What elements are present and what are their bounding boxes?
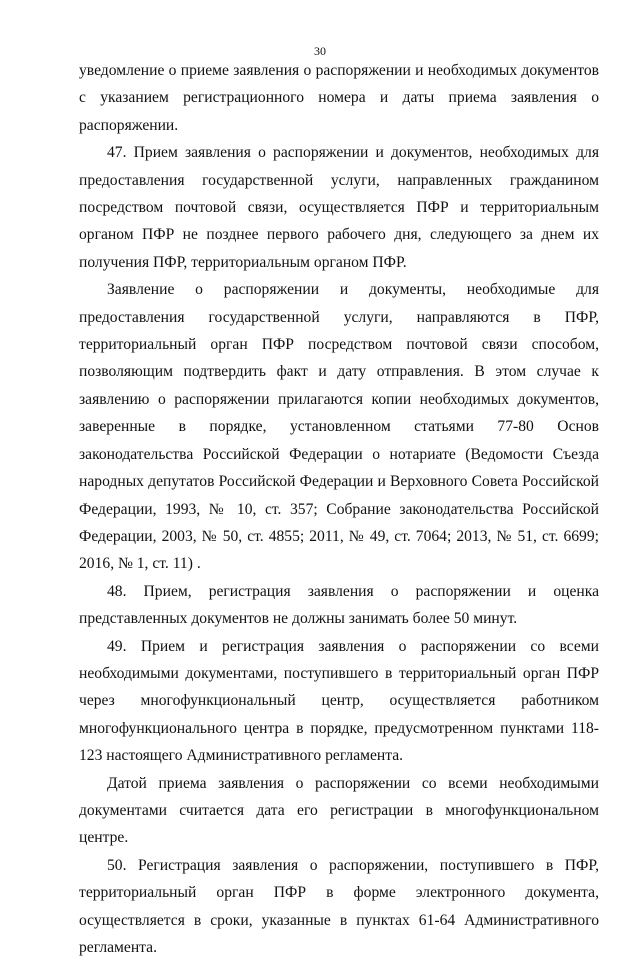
paragraph-50: 50. Регистрация заявления о распоряжении, поступившего в ПФР, территориальный орган ПФР в форме электронного документа, осуществляется в сроки, указанные в пунктах 61-64 Административного регламента. — [79, 856, 599, 956]
paragraph-47-mail: Заявление о распоряжении и документы, необходимые для предоставления государственной услуги, направляются в ПФР, территориальный орган ПФР посредством почтовой связи способом, позволяющим подтвердить факт и дату отправления. В этом случае к заявлению о распоряжении прилагаются копии необходимых документов, заверенные в порядке, установленном статьями 77-80 Основ законодательства Российской Федерации о нотариате (Ведомости Съезда народных депутатов Российской Федерации и Верховного Совета Российской Федерации, 1993, № 10, ст. 357; Собрание законодательства Российской Федерации, 2003, № 50, ст. 4855; 2011, № 49, ст. 7064; 2013, № 51, ст. 6699; 2016, № 1, ст. 11) . — [79, 281, 599, 573]
paragraph-49: 49. Прием и регистрация заявления о распоряжении со всеми необходимыми документами, поступившего в территориальный орган ПФР через многофункциональный центр, осуществляется работником многофункционального центра в порядке, предусмотренном пунктами 118-123 настоящего Административного регламента. — [79, 637, 599, 765]
page-number: 30 — [314, 44, 326, 58]
document-body — [79, 57, 599, 961]
paragraph-48: 48. Прием, регистрация заявления о распоряжении и оценка представленных документов не должны занимать более 50 минут. — [79, 582, 599, 628]
paragraph-49-date: Датой приема заявления о распоряжении со всеми необходимыми документами считается дата его регистрации в многофункциональном центре. — [79, 774, 599, 847]
paragraph-continuation: уведомление о приеме заявления о распоряжении и необходимых документов с указанием регистрационного номера и даты приема заявления о распоряжении. — [79, 62, 599, 134]
paragraph-47: 47. Прием заявления о распоряжении и документов, необходимых для предоставления государственной услуги, направленных гражданином посредством почтовой связи, осуществляется ПФР и территориальным органом ПФР не позднее первого рабочего дня, следующего за днем их получения ПФР, территориальным органом ПФР. — [79, 144, 599, 271]
